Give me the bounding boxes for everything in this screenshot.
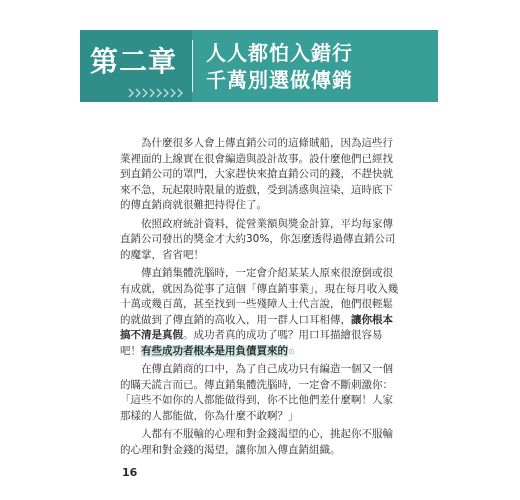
bold-phrase: 讓你根本搞不清是真假 <box>120 313 393 341</box>
body-text <box>120 136 400 461</box>
banner-divider <box>192 40 193 92</box>
chapter-label: 第二章 <box>90 45 178 78</box>
chapter-title-line-1: 人人都怕入錯行 <box>206 41 353 65</box>
paragraph-5: 人都有不服輸的心理和對金錢渴望的心，挑起你不服輸的心理和對金錢的渴望，讓你加入傳直銷組織。 <box>120 428 393 456</box>
chapter-title <box>206 40 353 94</box>
paragraph-3-start: 傳直銷集體洗腦時，一定會介紹某某人原來很潦倒或很有成就，就因為從事了這個「傳直銷事業」，現在每月收入幾十萬或幾百萬，甚至找到一些殘障人士代言說，他們很輕鬆的就做到了傳直銷的高收入，用一群人口耳相傳， <box>120 267 399 326</box>
paragraph-2: 依照政府統計資料，從營業額與獎金計算，平均每家傳直銷公司發出的獎金才大約30%，你怎麼透得過傳直銷公司的魔掌，省省吧！ <box>120 217 396 261</box>
chapter-banner <box>80 30 438 102</box>
chevron-decoration-icon <box>127 88 187 98</box>
page-number: 16 <box>122 466 138 479</box>
paragraph-3 <box>120 266 400 359</box>
paragraph-3-mid: 。成功者真的成功了嗎？用口耳描繪很容易吧！ <box>120 329 383 357</box>
highlighted-phrase: 有些成功者根本是用負債買來的 <box>141 344 288 357</box>
paragraph-1: 為什麼很多人會上傳直銷公司的這條賊船，因為這些行業裡面的上線實在很會編造與設計故事。設什麼他們已經找到直銷公司的罩門，大家趕快來搶直銷公司的錢，不趕快就來不急，玩起限時限量的遊戲，受到誘惑與渲染，這時底下的傳直銷商就很難把持得住了。 <box>120 137 393 211</box>
highlight-mark-icon: ⊙ <box>288 346 295 356</box>
chapter-label-panel <box>80 30 192 102</box>
chapter-title-line-2: 千萬別選做傳銷 <box>206 68 353 92</box>
paragraph-4: 在傳直銷商的口中，為了自己成功只有編造一個又一個的瞞天謊言而已。傳直銷集體洗腦時，一定會不斷刺激你：「這些不如你的人都能做得到，你不比他們差什麼啊！人家那樣的人都能做，你為什麼不敢啊？」 <box>120 363 393 422</box>
